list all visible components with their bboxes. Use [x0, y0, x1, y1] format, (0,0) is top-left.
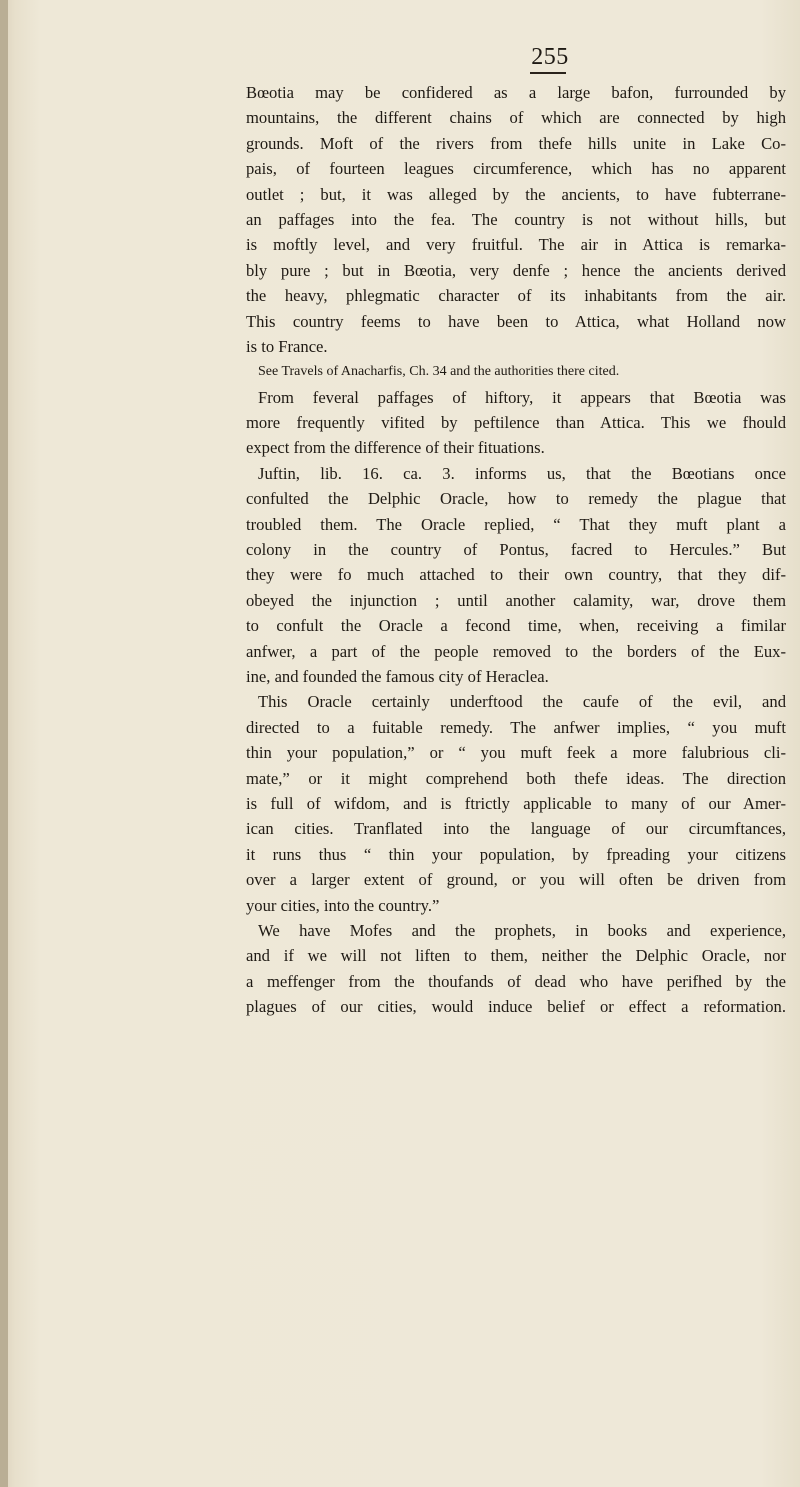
- text-line: This Oracle certainly underftood the caufe of the evil, and: [258, 692, 786, 712]
- text-line: directed to a fuitable remedy. The anfwer implies, “ you muft: [246, 717, 786, 737]
- text-line: is full of wifdom, and is ftrictly applicable to many of our Amer-: [246, 793, 786, 813]
- binding-edge: [0, 0, 8, 1487]
- text-line: mountains, the different chains of which are connected by high: [246, 108, 786, 128]
- text-line: We have Mofes and the prophets, in books and experience,: [258, 920, 786, 940]
- text-line: your cities, into the country.”: [246, 895, 440, 915]
- body-text: [246, 80, 786, 1019]
- text-line: the heavy, phlegmatic character of its inhabitants from the air.: [246, 286, 786, 306]
- page-number-rule: [530, 72, 566, 74]
- text-line: ican cities. Tranflated into the language of our circumftances,: [246, 819, 786, 839]
- text-line: it runs thus “ thin your population, by fpreading your citizens: [246, 844, 786, 864]
- text-line: anfwer, a part of the people removed to the borders of the Eux-: [246, 641, 786, 661]
- text-line: outlet ; but, it was alleged by the ancients, to have fubterrane-: [246, 184, 786, 204]
- text-line: From feveral paffages of hiftory, it appears that Bœotia was: [258, 387, 786, 407]
- text-line: Bœotia may be confidered as a large bafon, furrounded by: [246, 83, 786, 102]
- text-line: an paffages into the fea. The country is not without hills, but: [246, 209, 786, 229]
- citation-line: See Travels of Anacharfis, Ch. 34 and the authorities there cited.: [258, 364, 620, 380]
- text-line: colony in the country of Pontus, facred to Hercules.” But: [246, 540, 786, 560]
- text-line: pais, of fourteen leagues circumference, which has no apparent: [246, 159, 786, 179]
- text-line: over a larger extent of ground, or you will often be driven from: [246, 870, 786, 890]
- page-number: 255: [531, 44, 569, 70]
- text-line: is moftly level, and very fruitful. The air in Attica is remarka-: [246, 235, 786, 255]
- text-line: obeyed the injunction ; until another calamity, war, drove them: [246, 590, 786, 610]
- text-line: troubled them. The Oracle replied, “ That they muft plant a: [246, 514, 786, 534]
- text-line: more frequently vifited by peftilence than Attica. This we fhould: [246, 413, 786, 433]
- text-line: a meffenger from the thoufands of dead who have perifhed by the: [246, 971, 786, 991]
- text-line: is to France.: [246, 336, 328, 356]
- text-line: plagues of our cities, would induce belief or effect a reformation.: [246, 997, 786, 1017]
- text-line: and if we will not liften to them, neither the Delphic Oracle, nor: [246, 946, 786, 966]
- text-line: ine, and founded the famous city of Heraclea.: [246, 666, 549, 686]
- text-line: Juftin, lib. 16. ca. 3. informs us, that the Bœotians once: [258, 463, 786, 483]
- text-line: grounds. Moft of the rivers from thefe hills unite in Lake Co-: [246, 133, 786, 153]
- text-line: confulted the Delphic Oracle, how to remedy the plague that: [246, 489, 786, 509]
- text-line: expect from the difference of their fituations.: [246, 438, 545, 458]
- text-line: mate,” or it might comprehend both thefe ideas. The direction: [246, 768, 786, 788]
- text-line: This country feems to have been to Attica, what Holland now: [246, 311, 786, 331]
- text-line: bly pure ; but in Bœotia, very denfe ; hence the ancients derived: [246, 260, 786, 280]
- text-line: they were fo much attached to their own country, that they dif-: [246, 565, 786, 585]
- text-line: thin your population,” or “ you muft feek a more falubrious cli-: [246, 743, 786, 763]
- text-line: to confult the Oracle a fecond time, when, receiving a fimilar: [246, 616, 786, 636]
